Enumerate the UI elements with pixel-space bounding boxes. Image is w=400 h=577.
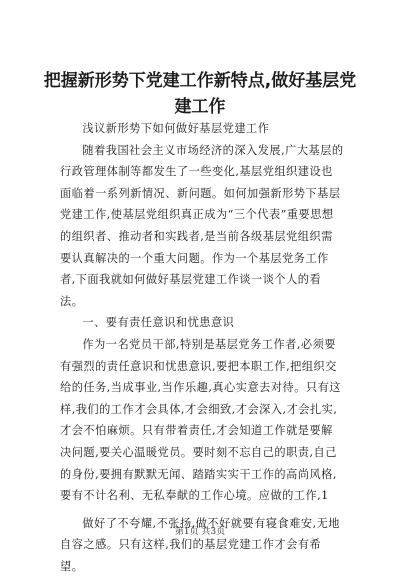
page-number-footer: 第1页 共3页 xyxy=(174,527,226,537)
subtitle-paragraph: 浅议新形势下如何做好基层党建工作 xyxy=(82,122,270,135)
body-paragraph: 随着我国社会主义市场经济的深入发展,广大基层的行政管理体制等都发生了一些变化,基层党组织建设也面临着一系列新情况、新问题。如何加强新形势下基层党建工作,使基层党组织真正成为“三个代表”重要思想的组织者、推动者和实践者,是当前各级基层党组织需要认真解决的一个重大问题。作为一个基层党务工作者,下面我就如何做好基层党建工作谈一谈个人的看法。 xyxy=(60,143,344,308)
document-body xyxy=(60,118,344,577)
body-paragraph: 作为一名党员干部,特别是基层党务工作者,必须要有强烈的责任意识和忧患意识,要把本职工作,把组织交给的任务,当成事业,当作乐趣,真心实意去对待。只有这样,我们的工作才会具体,才会细致,才会深入,才会扎实,才会不怕麻烦。只有带着责任,才会知道工作就是要解决问题,要关心温暖党员。要时刻不忘自己的职责,自己的身份,要拥有默默无闻、踏踏实实干工作的高尚风格,要有不计名利、无私奉献的工作心境。应做的工作,1 xyxy=(60,337,341,503)
document-title: 把握新形势下党建工作新特点,做好基层党建工作 xyxy=(43,71,357,117)
section-heading: 一、要有责任意识和忧患意识 xyxy=(82,316,235,330)
body-paragraph: 做好了不夸耀,不张扬,做不好就要有寝食难安,无地自容之感。只有这样,我们的基层党建工作才会有希望。 xyxy=(60,516,340,573)
